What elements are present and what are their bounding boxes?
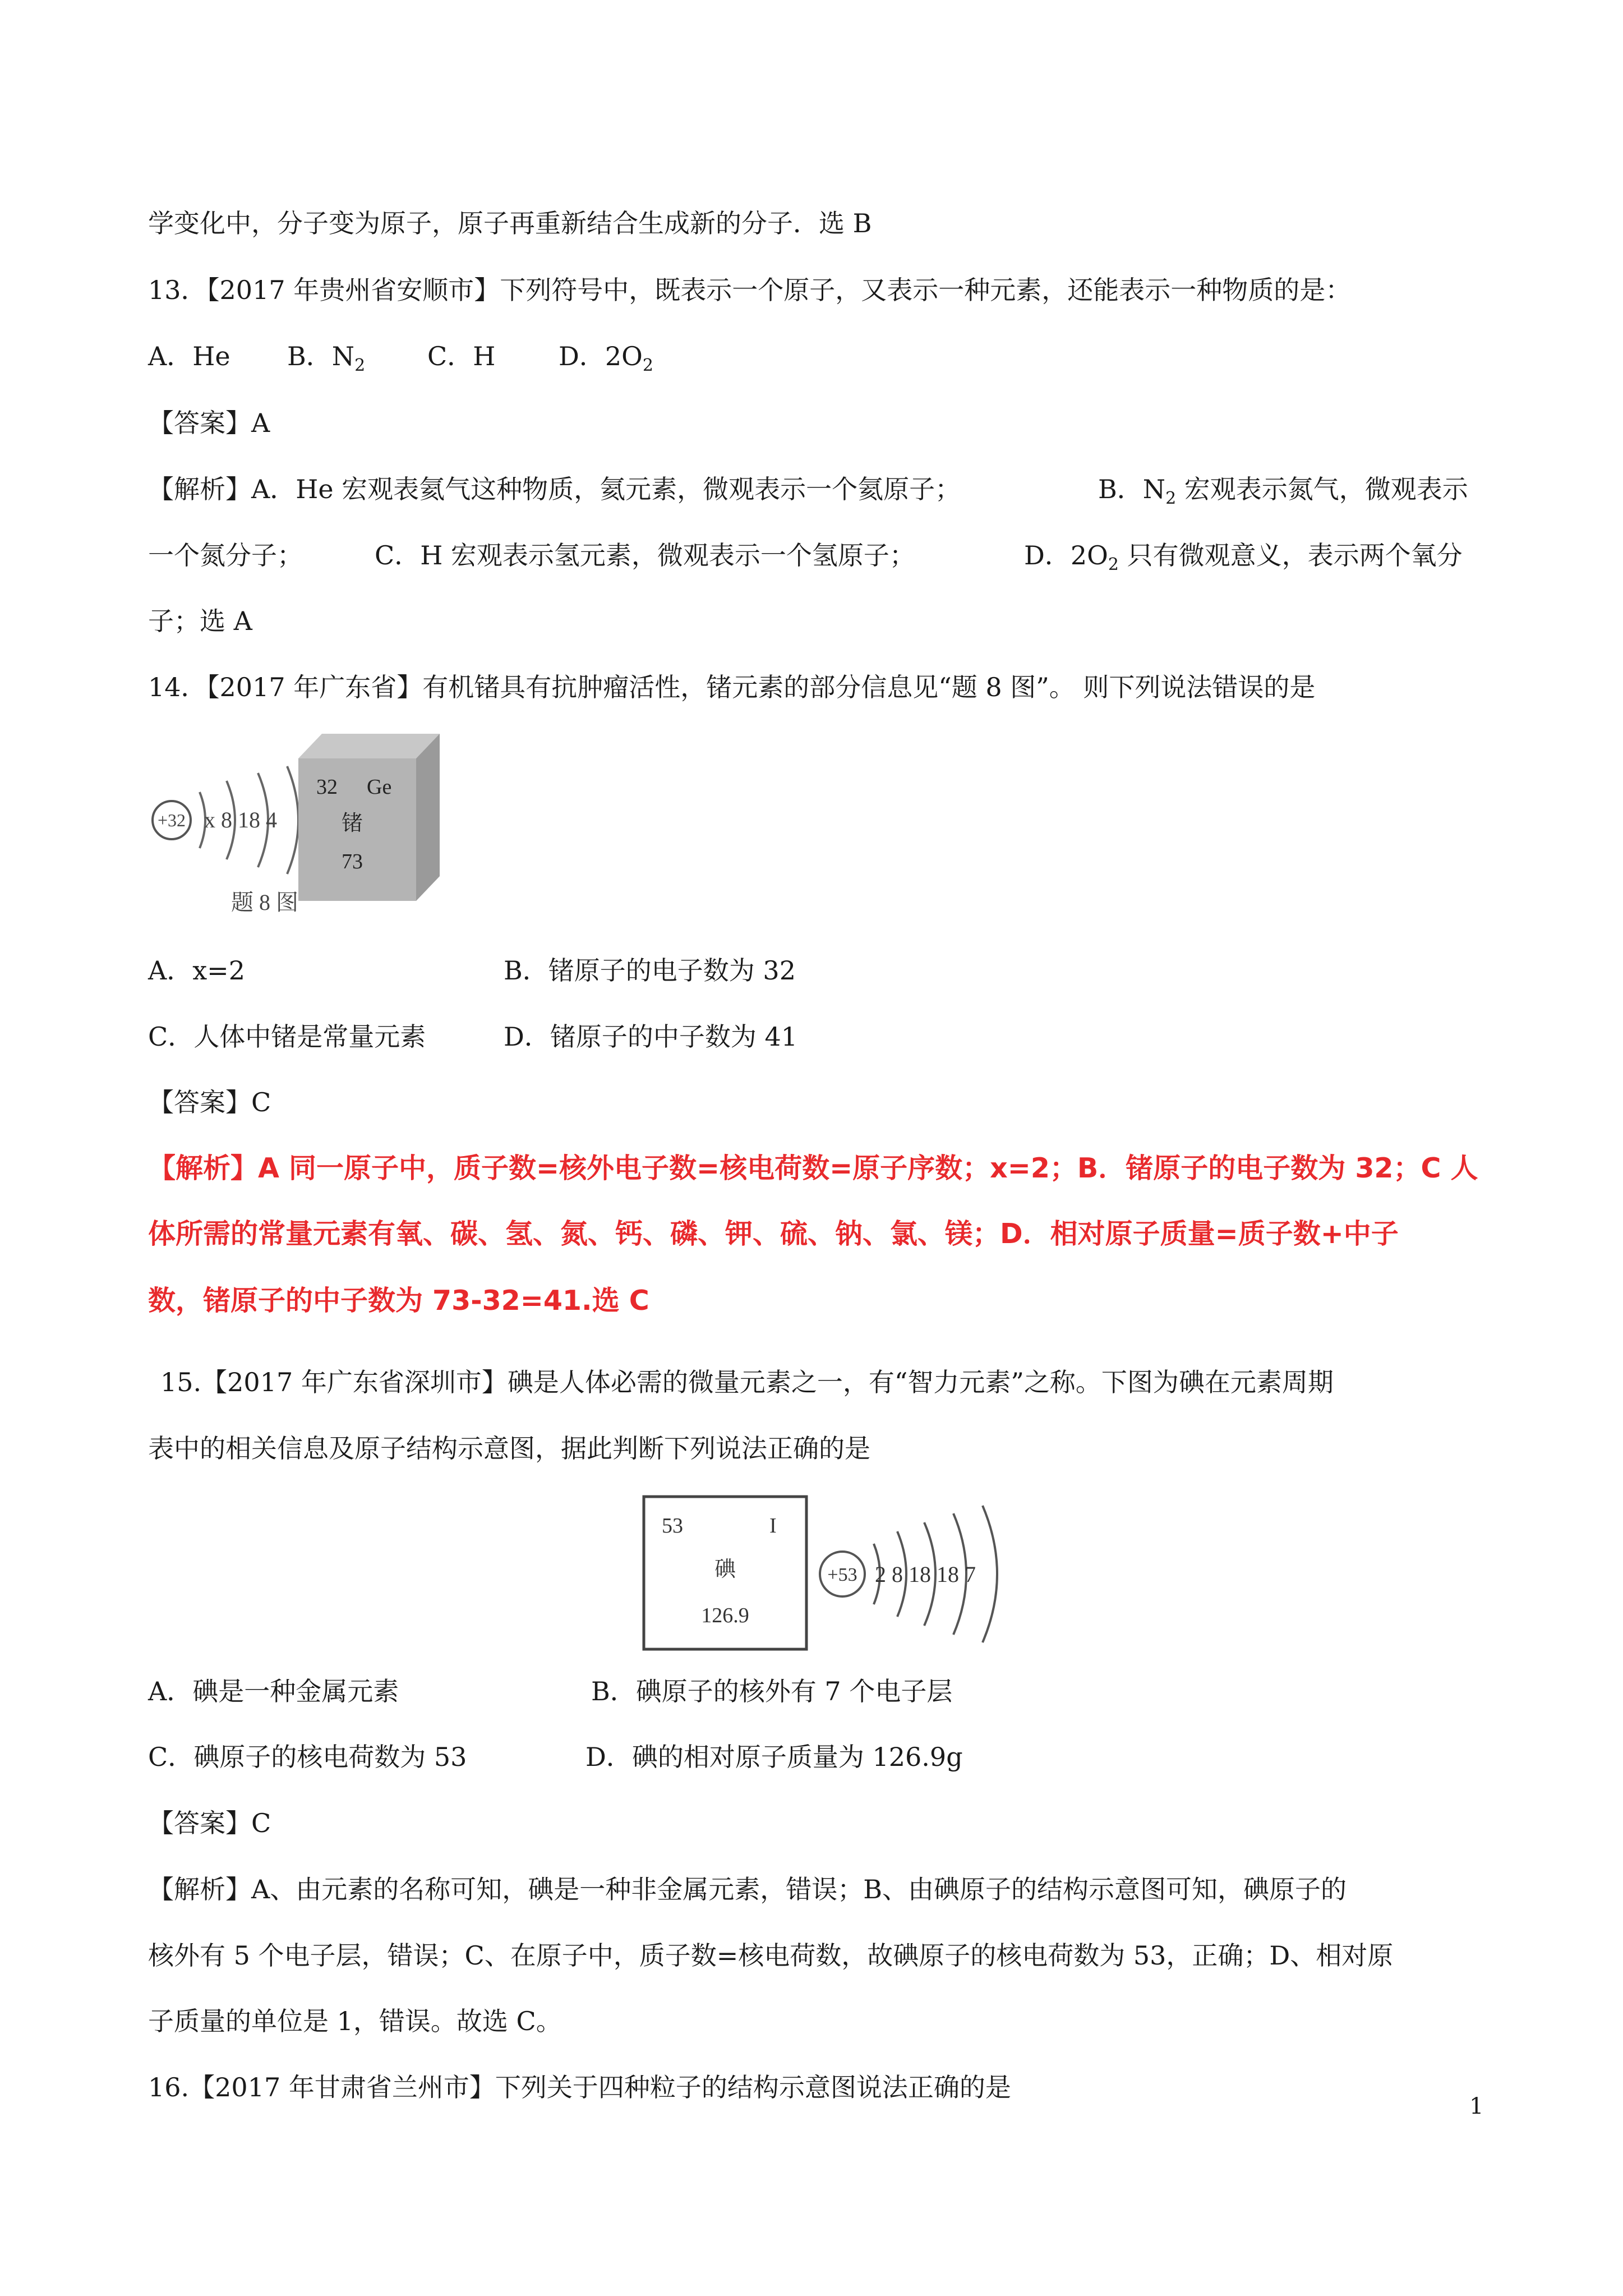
q15-option-b: B．碘原子的核外有 7 个电子层 — [591, 1676, 953, 1706]
electron-shell — [983, 1506, 997, 1642]
germanium-atomic-mass: 73 — [342, 850, 363, 873]
q14-option-d: D．锗原子的中子数为 41 — [504, 1022, 798, 1052]
electron-shell — [287, 766, 298, 874]
shell-electron-counts: x 8 18 4 — [204, 807, 277, 832]
q15-stem-line2: 表中的相关信息及原子结构示意图，据此判断下列说法正确的是 — [148, 1433, 870, 1464]
q13-explanation-a: 【解析】A．He 宏观表氦气这种物质，氦元素，微观表示一个氦原子； — [148, 474, 961, 504]
germanium-figure — [148, 729, 462, 931]
q14-explanation-line1: 【解析】A 同一原子中，质子数=核外电子数=核电荷数=原子序数；x=2；B．锗原子的电子数为 32；C 人 — [148, 1152, 1478, 1184]
q13-explanation-line3: 子；选 A — [148, 606, 252, 636]
q13-explanation-d: D．$2O_2$ 只有微观意义，表示两个氧分 — [1024, 540, 1463, 574]
q13-option-c: C．H — [427, 341, 496, 371]
q16-stem: 16.【2017 年甘肃省兰州市】下列关于四种粒子的结构示意图说法正确的是 — [148, 2072, 1011, 2102]
iodine-symbol: I — [769, 1514, 777, 1538]
q14-explanation-line2: 体所需的常量元素有氧、碳、氢、氮、钙、磷、钾、硫、钠、氯、镁；D．相对原子质量=质子数+中子 — [148, 1218, 1399, 1250]
q13-explanation-c: C．H 宏观表示氢元素，微观表示一个氢原子； — [375, 540, 915, 570]
germanium-name: 锗 — [342, 812, 363, 835]
q14-answer: 【答案】C — [148, 1087, 271, 1117]
q13-stem: 13．【2017 年贵州省安顺市】下列符号中，既表示一个原子，又表示一种元素，还能表示一种物质的是： — [148, 275, 1352, 305]
q15-explanation-line1: 【解析】A、由元素的名称可知，碘是一种非金属元素，错误；B、由碘原子的结构示意图可知，碘原子的 — [148, 1874, 1347, 1904]
nucleus-charge: +53 — [827, 1565, 857, 1585]
q13-explanation-b: B．$N_2$ 宏观表示氮气，微观表示 — [1098, 474, 1468, 508]
q15-answer: 【答案】C — [148, 1808, 271, 1838]
germanium-atomic-number: 32 — [316, 775, 338, 799]
germanium-symbol: Ge — [367, 775, 392, 799]
q14-option-a: A．x=2 — [148, 955, 245, 986]
q13-answer: 【答案】A — [148, 408, 270, 438]
q14-option-b: B．锗原子的电子数为 32 — [504, 955, 796, 986]
cube-top — [298, 734, 440, 758]
q15-option-a: A．碘是一种金属元素 — [148, 1676, 399, 1706]
q14-stem: 14．【2017 年广东省】有机锗具有抗肿瘤活性，锗元素的部分信息见“题 8 图”。 则下列说法错误的是 — [148, 672, 1316, 702]
figure-caption: 题 8 图 — [231, 890, 298, 915]
iodine-figure — [639, 1492, 1043, 1655]
q15-explanation-line3: 子质量的单位是 1，错误。故选 C。 — [148, 2006, 562, 2036]
shell-electron-counts: 2 8 18 18 7 — [875, 1562, 976, 1587]
cube-side — [416, 734, 440, 901]
q15-stem-line1: 15.【2017 年广东省深圳市】碘是人体必需的微量元素之一，有“智力元素”之称。下图为碘在元素周期 — [160, 1367, 1334, 1397]
q13-option-d: D．$2O_2$ — [559, 341, 653, 375]
q15-explanation-line2: 核外有 5 个电子层，错误；C、在原子中，质子数=核电荷数，故碘原子的核电荷数为 53，正确；D、相对原 — [148, 1940, 1394, 1971]
iodine-atomic-mass: 126.9 — [701, 1604, 749, 1627]
iodine-atomic-number: 53 — [662, 1514, 683, 1538]
iodine-name: 碘 — [714, 1558, 736, 1581]
page-number: 1 — [1469, 2093, 1484, 2119]
q13-explanation-line2a: 一个氮分子； — [148, 540, 303, 570]
q14-explanation-line3: 数，锗原子的中子数为 73-32=41.选 C — [148, 1285, 649, 1317]
nucleus-charge: +32 — [157, 810, 186, 830]
q15-option-c: C．碘原子的核电荷数为 53 — [148, 1742, 467, 1772]
q15-option-d: D．碘的相对原子质量为 126.9g — [585, 1742, 963, 1772]
q13-option-a: A．He — [148, 341, 230, 371]
q14-option-c: C．人体中锗是常量元素 — [148, 1022, 426, 1052]
q13-option-b: B．$N_2$ — [287, 341, 366, 375]
continued-explanation: 学变化中，分子变为原子，原子再重新结合生成新的分子．选 B — [148, 208, 872, 238]
